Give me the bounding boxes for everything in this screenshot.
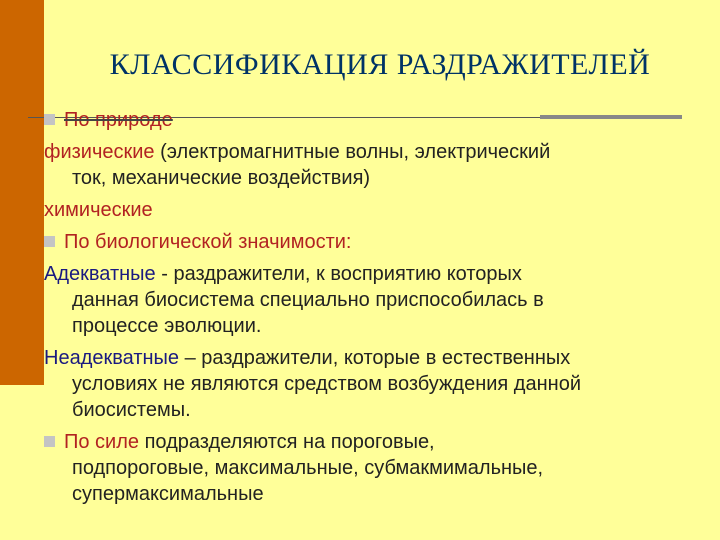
inadequate-description-cont-2: биосистемы. <box>72 399 191 421</box>
adequate-description: - раздражители, к восприятию которых <box>155 263 522 285</box>
list-item-by-significance <box>44 229 704 255</box>
heading-by-significance: По биологической значимости: <box>64 231 352 253</box>
by-strength-description-cont-1: подпороговые, максимальные, субмакмимальные, <box>72 457 544 479</box>
heading-by-nature: По природе <box>64 109 173 131</box>
term-adequate: Адекватные <box>44 263 156 285</box>
square-bullet-icon <box>44 114 55 125</box>
term-chemical: химические <box>44 199 153 221</box>
physical-description: (электромагнитные волны, электрический <box>154 141 551 163</box>
list-item-chemical <box>44 197 704 223</box>
adequate-description-cont-1: данная биосистема специально приспособилась в <box>72 289 544 311</box>
slide-content <box>44 107 704 507</box>
by-strength-description-cont-2: супермаксимальные <box>72 483 264 505</box>
square-bullet-icon <box>44 236 55 247</box>
list-item-by-strength <box>44 429 704 455</box>
list-item-by-nature <box>44 107 704 133</box>
inadequate-description: – раздражители, которые в естественных <box>179 347 571 369</box>
by-strength-description: подразделяются на пороговые, <box>139 431 435 453</box>
physical-description-cont: ток, механические воздействия) <box>72 167 371 189</box>
adequate-description-cont-2: процессе эволюции. <box>72 315 262 337</box>
list-item-adequate <box>44 261 704 287</box>
inadequate-description-cont-1: условиях не являются средством возбуждения данной <box>72 373 581 395</box>
list-item-physical <box>44 139 704 165</box>
term-inadequate: Неадекватные <box>44 347 180 369</box>
term-physical: физические <box>44 141 155 163</box>
heading-by-strength: По силе <box>64 431 140 453</box>
left-accent-bar <box>0 0 44 385</box>
square-bullet-icon <box>44 436 55 447</box>
list-item-inadequate <box>44 345 704 371</box>
slide-title: КЛАССИФИКАЦИЯ РАЗДРАЖИТЕЛЕЙ <box>109 48 651 81</box>
